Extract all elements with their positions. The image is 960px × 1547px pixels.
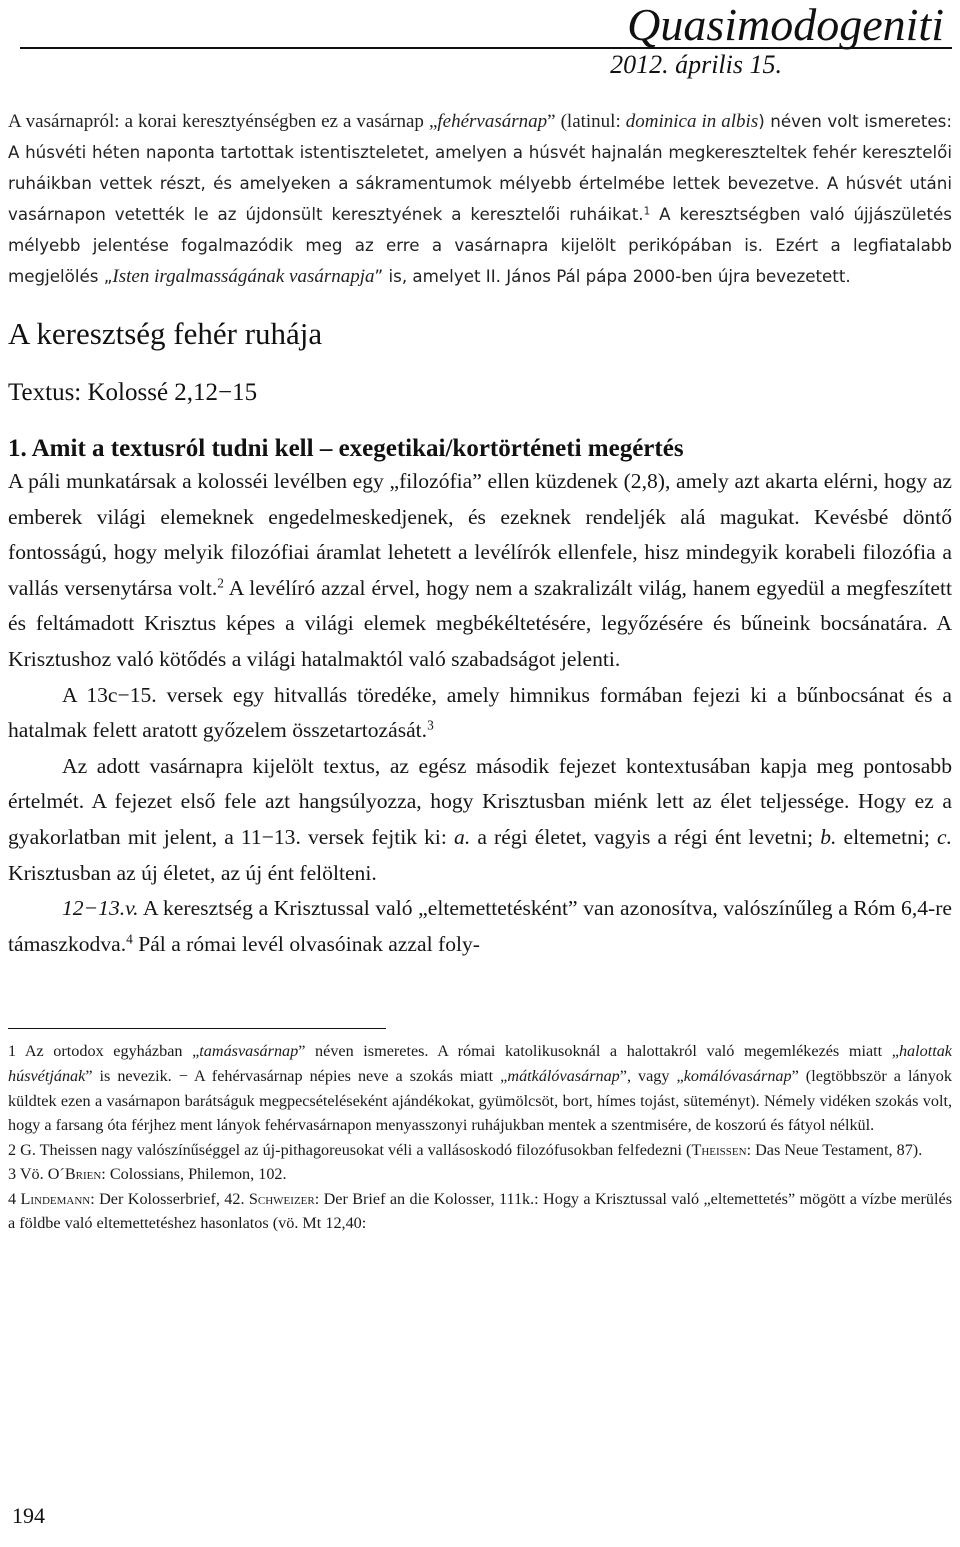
intro-term: Isten irgalmasságának vasárnapja — [112, 266, 375, 287]
intro-text: ” is, amelyet II. János Pál pápa 2000-ben újra bevezetett. — [374, 266, 851, 286]
page-header — [8, 0, 952, 100]
body-text: A páli munkatársak a kolosséi levélben egy „filozófia” ellen küzdenek (2,8), amely azt akarta elérni, hogy az emberek világi elemeknek engedelmeskedjenek, és ezeknek rendeljék alá magukat. Kevésbé döntő fontosságú, hogy melyik filozófiai áramlat lehetett a levélírók ellenfele, hisz mindegyik korabeli filozófia a vallás versenytársa volt. — [8, 469, 952, 600]
footnote-text: ” is nevezik. − A fehérvasárnap népies neve a szokás miatt „ — [85, 1066, 508, 1085]
body-text: Krisztusban az új életet, az új ént felölteni. — [8, 860, 377, 885]
footnote-number: 1 — [8, 1042, 17, 1061]
author-name: Brien — [64, 1165, 102, 1184]
page-number: 194 — [12, 1503, 45, 1528]
sermon-date: 2012. április 15. — [610, 50, 782, 79]
footnote-text: G. Theissen nagy valószínűséggel az új-pithagoreusokat véli a vallásoskodó filozófusokban felfedezni ( — [16, 1140, 692, 1159]
intro-text: ” (latinul: — [547, 111, 626, 132]
footnote-text: Vö. O´ — [16, 1165, 65, 1184]
author-name: Schweizer — [248, 1189, 315, 1208]
footnote-text: ”, vagy „ — [619, 1066, 684, 1085]
body-text: A levélíró azzal érvel, hogy nem a szakralizált világ, hanem egyedül a megfeszített és feltámadott Krisztus képes a világi elemek megbékéltetésére, legyőzésére és bűneink bocsánatára. A Krisztushoz való kötődés a világi hatalmaktól való szabadságot jelenti. — [8, 575, 952, 671]
body-paragraph — [8, 678, 952, 749]
footnote-text: : Das Neue Testament, 87). — [746, 1140, 923, 1159]
body-text: eltemetni; — [836, 824, 938, 849]
body-text: Az adott vasárnapra kijelölt textus, az egész második fejezet kontextusában kapja meg pontosabb értelmét. A fejezet első fele azt hangsúlyozza, hogy Krisztusban miénk lett az élet teljessége. Hogy ez a gyakorlatban mit jelent, a 11−13. versek fejtik ki: — [8, 753, 952, 849]
intro-text: ) néven volt ismeretes: A húsvéti héten naponta tartottak istentiszteletet, amelyen a húsvét hajnalán megkereszteltek fehér keresztelői ruháikban vettek részt, és amelyeken a sákramentumok mélyebb értelmébe lettek bevezetve. A húsvét utáni vasárnapon vetették le az újdonsült keresztyének a keresztelői ruháikat. — [8, 111, 952, 224]
author-name: Lindemann — [20, 1189, 91, 1208]
sermon-heading: A keresztség fehér ruhája — [8, 316, 323, 351]
footnote-term: tamásvasárnap — [199, 1042, 299, 1061]
body-text: A keresztség a Krisztussal való „eltemettetésként” van azonosítva, valószínűleg a Róm 6,4-re támaszkodva. — [8, 896, 952, 956]
intro-latin-term: dominica in albis — [625, 111, 759, 132]
footnote-term: mátkálóvasárnap — [507, 1066, 620, 1085]
footnote-term: komálóvasárnap — [683, 1066, 792, 1085]
body-paragraph — [8, 891, 952, 962]
list-marker: a. — [454, 824, 471, 849]
footnote-2 — [8, 1138, 952, 1163]
section-title: 1. Amit a textusról tudni kell – exegetikai/kortörténeti megértés — [8, 435, 684, 462]
footnote-number: 3 — [8, 1165, 17, 1184]
footnote-ref-1: 1 — [643, 205, 651, 218]
document-page — [8, 0, 952, 1236]
title-rule — [20, 47, 952, 49]
footnote-ref-2: 2 — [217, 575, 224, 591]
intro-paragraph — [8, 106, 952, 292]
footnote-text: Az ortodox egyházban „ — [16, 1042, 200, 1061]
page-title: Quasimodogeniti — [627, 0, 944, 50]
intro-term: fehérvasárnap — [437, 111, 548, 132]
footnote-number: 2 — [8, 1140, 17, 1159]
list-marker: c. — [937, 824, 952, 849]
textus-reference: Textus: Kolossé 2,12−15 — [8, 379, 258, 406]
footnote-text: : Der Brief an die Kolosser, 111k.: Hogy a Krisztussal való „eltemettetés” mögött a vízbe merülés a földbe való eltemettetéshez hasonlatos (vö. Mt 12,40: — [8, 1189, 952, 1233]
footnote-text: : Colossians, Philemon, 102. — [101, 1165, 287, 1184]
footnote-3 — [8, 1162, 952, 1187]
body-text: A 13c−15. versek egy hitvallás töredéke, amely himnikus formában fejezi ki a bűnbocsánat és a hatalmak felett aratott győzelem összetartozását. — [8, 682, 952, 743]
body-text: a régi életet, vagyis a régi ént levetni; — [470, 824, 821, 849]
footnote-1 — [8, 1039, 952, 1137]
body-paragraph — [8, 749, 952, 891]
intro-text: A vasárnapról: a korai keresztyénségben ez a vasárnap „ — [8, 111, 438, 132]
footnote-term: halottak húsvétjának — [8, 1042, 952, 1085]
body-paragraph — [8, 464, 952, 678]
footnote-text: ” (legtöbbször a lányok küldtek ezen a vasárnapon barátságuk megpecsételéseként ajándékokat, gyümölcsöt, bort, hímes tojást, süteményt). Némely vidéken szokás volt, hogy a farsang óta férjhez ment lányok fehérvasárnapon menyasszonyi ruhájukban mentek a szentmisére, de koszorú és fátyol nélkül. — [8, 1066, 952, 1135]
footnote-text: : Der Kolosserbrief, 42. — [90, 1189, 249, 1208]
footnote-ref-4: 4 — [126, 931, 133, 947]
body-text: Pál a római levél olvasóinak azzal foly- — [132, 931, 480, 956]
author-name: Theissen — [691, 1140, 747, 1159]
footnote-ref-3: 3 — [427, 717, 434, 733]
verse-reference: 12−13.v. — [62, 896, 139, 921]
footnote-4 — [8, 1187, 952, 1236]
footnote-rule — [8, 1028, 386, 1029]
footnote-number: 4 — [8, 1189, 17, 1208]
intro-text: A keresztségben való újjászületés mélyebb jelentése fogalmazódik meg az erre a vasárnapra kijelölt perikópában is. Ezért a legfiatalabb megjelölés „ — [8, 204, 952, 286]
footnote-text: ” néven ismeretes. A római katolikusoknál a halottakról való megemlékezés miatt „ — [298, 1042, 899, 1061]
list-marker: b. — [820, 824, 837, 849]
